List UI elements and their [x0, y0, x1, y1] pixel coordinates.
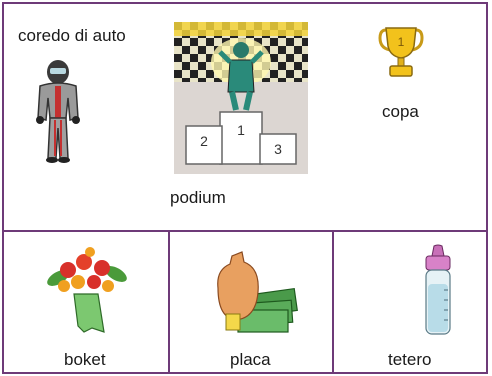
trophy-cup-icon	[376, 24, 426, 82]
third-place-number: 3	[274, 141, 282, 157]
cup-label: copa	[382, 102, 419, 121]
baby-bottle-icon	[418, 244, 458, 340]
row-divider	[4, 230, 486, 232]
money-plaque-icon	[208, 248, 300, 336]
vocabulary-sheet	[2, 2, 488, 374]
bouquet-label: boket	[64, 350, 106, 369]
bottle-label: tetero	[388, 350, 432, 369]
column-divider-1	[168, 232, 170, 374]
podium-label: podium	[170, 188, 226, 207]
second-place-number: 2	[200, 133, 208, 149]
trophy-number: 1	[397, 35, 405, 49]
flower-bouquet-icon	[44, 244, 128, 334]
first-place-number: 1	[237, 122, 245, 138]
column-divider-2	[332, 232, 334, 374]
podium-icon	[174, 22, 308, 174]
racing-driver-icon	[26, 58, 90, 166]
plaque-label: placa	[230, 350, 271, 369]
racing-suit-label: coredo di auto	[18, 26, 126, 45]
